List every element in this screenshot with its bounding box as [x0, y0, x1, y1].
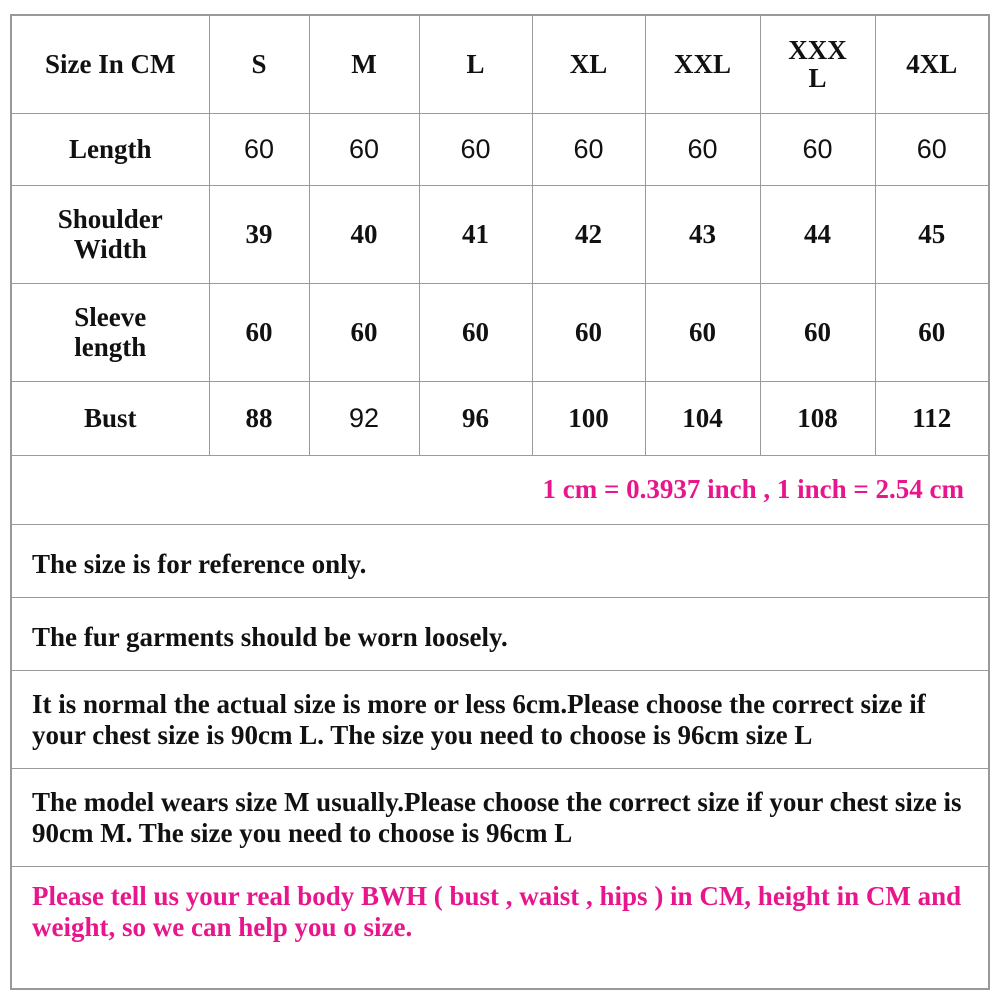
header-size-m: M: [309, 16, 419, 113]
header-size-4xl: 4XL: [875, 16, 988, 113]
measurement-request-note: Please tell us your real body BWH ( bust , waist , hips ) in CM, height in CM and weight, so we can help you o size.: [12, 866, 988, 994]
cell-shoulder-4xl: 45: [875, 185, 988, 283]
cell-sleeve-l: 60: [419, 283, 532, 381]
size-table: [12, 16, 988, 456]
cell-length-s: 60: [209, 113, 309, 185]
cell-bust-m: 92: [309, 381, 419, 455]
reference-note: The size is for reference only.: [12, 524, 988, 597]
cell-length-4xl: 60: [875, 113, 988, 185]
header-size-xl: XL: [532, 16, 645, 113]
cell-bust-l: 96: [419, 381, 532, 455]
header-size-l: L: [419, 16, 532, 113]
cell-bust-xxl: 104: [645, 381, 760, 455]
header-size-xxl: XXL: [645, 16, 760, 113]
cell-length-xxl: 60: [645, 113, 760, 185]
header-size-xxxl: XXX L: [760, 16, 875, 113]
cell-shoulder-xl: 42: [532, 185, 645, 283]
cell-shoulder-xxl: 43: [645, 185, 760, 283]
cell-bust-xl: 100: [532, 381, 645, 455]
cell-sleeve-s: 60: [209, 283, 309, 381]
row-label-length: Length: [12, 113, 209, 185]
cell-sleeve-xl: 60: [532, 283, 645, 381]
cell-length-m: 60: [309, 113, 419, 185]
table-row-bust: [12, 381, 988, 455]
header-size-s: S: [209, 16, 309, 113]
row-label-shoulder-width: Shoulder Width: [12, 185, 209, 283]
cell-shoulder-xxxl: 44: [760, 185, 875, 283]
cell-bust-s: 88: [209, 381, 309, 455]
cell-length-l: 60: [419, 113, 532, 185]
cell-sleeve-m: 60: [309, 283, 419, 381]
table-row-length: [12, 113, 988, 185]
table-row-sleeve-length: [12, 283, 988, 381]
conversion-note: 1 cm = 0.3937 inch , 1 inch = 2.54 cm: [542, 474, 964, 504]
fur-note: The fur garments should be worn loosely.: [12, 597, 988, 670]
cell-length-xxxl: 60: [760, 113, 875, 185]
header-size-in-cm: Size In CM: [12, 16, 209, 113]
cell-sleeve-4xl: 60: [875, 283, 988, 381]
cell-shoulder-l: 41: [419, 185, 532, 283]
table-row-shoulder-width: [12, 185, 988, 283]
size-notes: [12, 457, 988, 994]
cell-sleeve-xxl: 60: [645, 283, 760, 381]
cell-bust-4xl: 112: [875, 381, 988, 455]
row-label-sleeve-length: Sleeve length: [12, 283, 209, 381]
tolerance-note: It is normal the actual size is more or less 6cm.Please choose the correct size if your chest size is 90cm L. The size you need to choose is 96cm size L: [12, 670, 988, 768]
cell-shoulder-s: 39: [209, 185, 309, 283]
model-note: The model wears size M usually.Please choose the correct size if your chest size is 90cm M. The size you need to choose is 96cm L: [12, 768, 988, 866]
cell-sleeve-xxxl: 60: [760, 283, 875, 381]
cell-bust-xxxl: 108: [760, 381, 875, 455]
cell-length-xl: 60: [532, 113, 645, 185]
row-label-bust: Bust: [12, 381, 209, 455]
header-row: [12, 16, 988, 113]
size-chart: [10, 14, 990, 990]
cell-shoulder-m: 40: [309, 185, 419, 283]
